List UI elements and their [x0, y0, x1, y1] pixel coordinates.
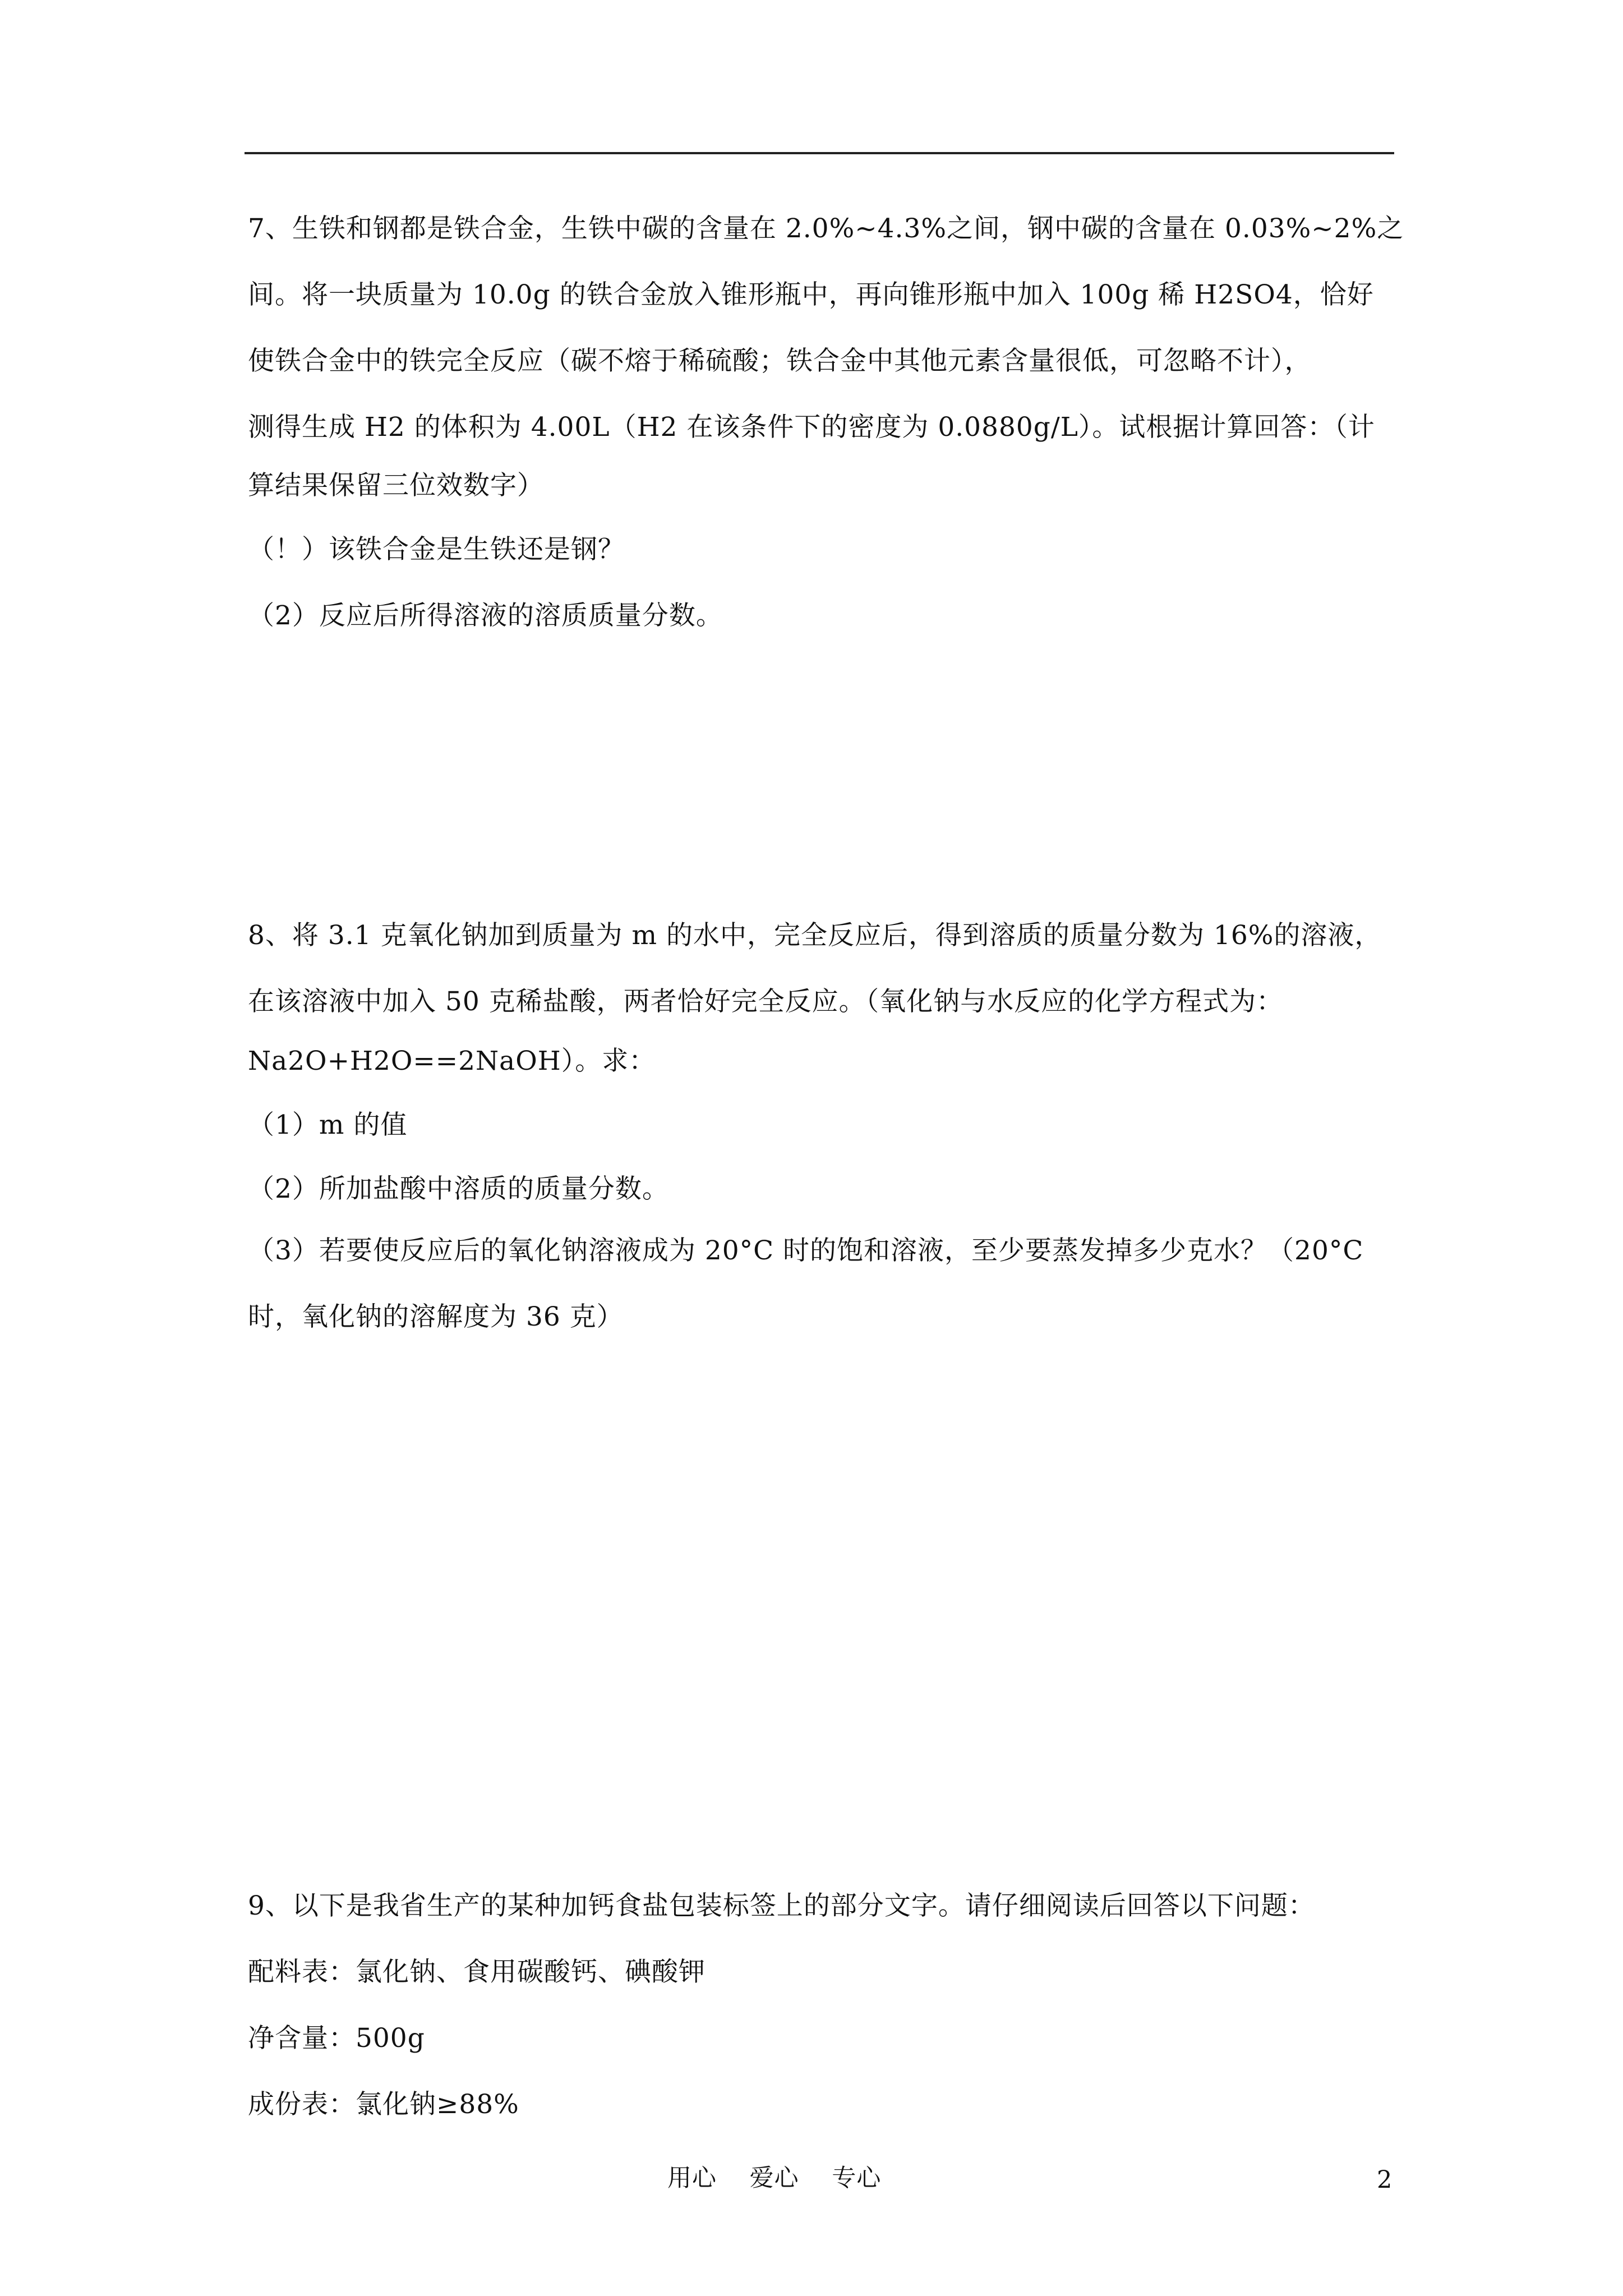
question-7-line-5: 算结果保留三位效数字） — [248, 470, 544, 501]
question-7-line-4: 测得生成 H2 的体积为 4.00L（H2 在该条件下的密度为 0.0880g/L）。试根据计算回答：（计 — [248, 412, 1375, 443]
question-7-line-2: 间。将一块质量为 10.0g 的铁合金放入锥形瓶中，再向锥形瓶中加入 100g 稀 H2SO4，恰好 — [248, 279, 1374, 310]
question-7-line-3: 使铁合金中的铁完全反应（碳不熔于稀硫酸；铁合金中其他元素含量很低，可忽略不计）， — [248, 346, 1312, 376]
question-8-subquestion-1: （1）m 的值 — [248, 1110, 408, 1140]
page-number: 2 — [1377, 2166, 1393, 2194]
question-8-line-7: 时，氧化钠的溶解度为 36 克） — [248, 1301, 624, 1332]
question-7-line-1: 7、生铁和钢都是铁合金，生铁中碳的含量在 2.0%~4.3%之间，钢中碳的含量在 0.03%~2%之 — [248, 213, 1404, 244]
net-content-line: 净含量：500g — [248, 2023, 425, 2054]
question-8-line-1: 8、将 3.1 克氧化钠加到质量为 m 的水中，完全反应后，得到溶质的质量分数为 16%的溶液， — [248, 920, 1382, 951]
question-7-subquestion-2: （2）反应后所得溶液的溶质质量分数。 — [248, 600, 723, 631]
question-8-line-2: 在该溶液中加入 50 克稀盐酸，两者恰好完全反应。（氧化钠与水反应的化学方程式为： — [248, 986, 1284, 1017]
ingredients-line: 配料表：氯化钠、食用碳酸钙、碘酸钾 — [248, 1957, 706, 1987]
question-7-subquestion-1: （！）该铁合金是生铁还是钢？ — [248, 534, 625, 565]
question-8-subquestion-3: （3）若要使反应后的氧化钠溶液成为 20°C 时的饱和溶液，至少要蒸发掉多少克水？（20°C — [248, 1235, 1364, 1266]
header-rule — [245, 152, 1394, 154]
footer-motto: 用心 爱心 专心 — [667, 2164, 882, 2192]
question-8-line-3: Na2O+H2O==2NaOH）。求： — [248, 1046, 656, 1076]
composition-line: 成份表：氯化钠≥88% — [248, 2089, 519, 2120]
question-8-subquestion-2: （2）所加盐酸中溶质的质量分数。 — [248, 1174, 669, 1204]
question-9-line-1: 9、以下是我省生产的某种加钙食盐包装标签上的部分文字。请仔细阅读后回答以下问题： — [248, 1890, 1315, 1921]
